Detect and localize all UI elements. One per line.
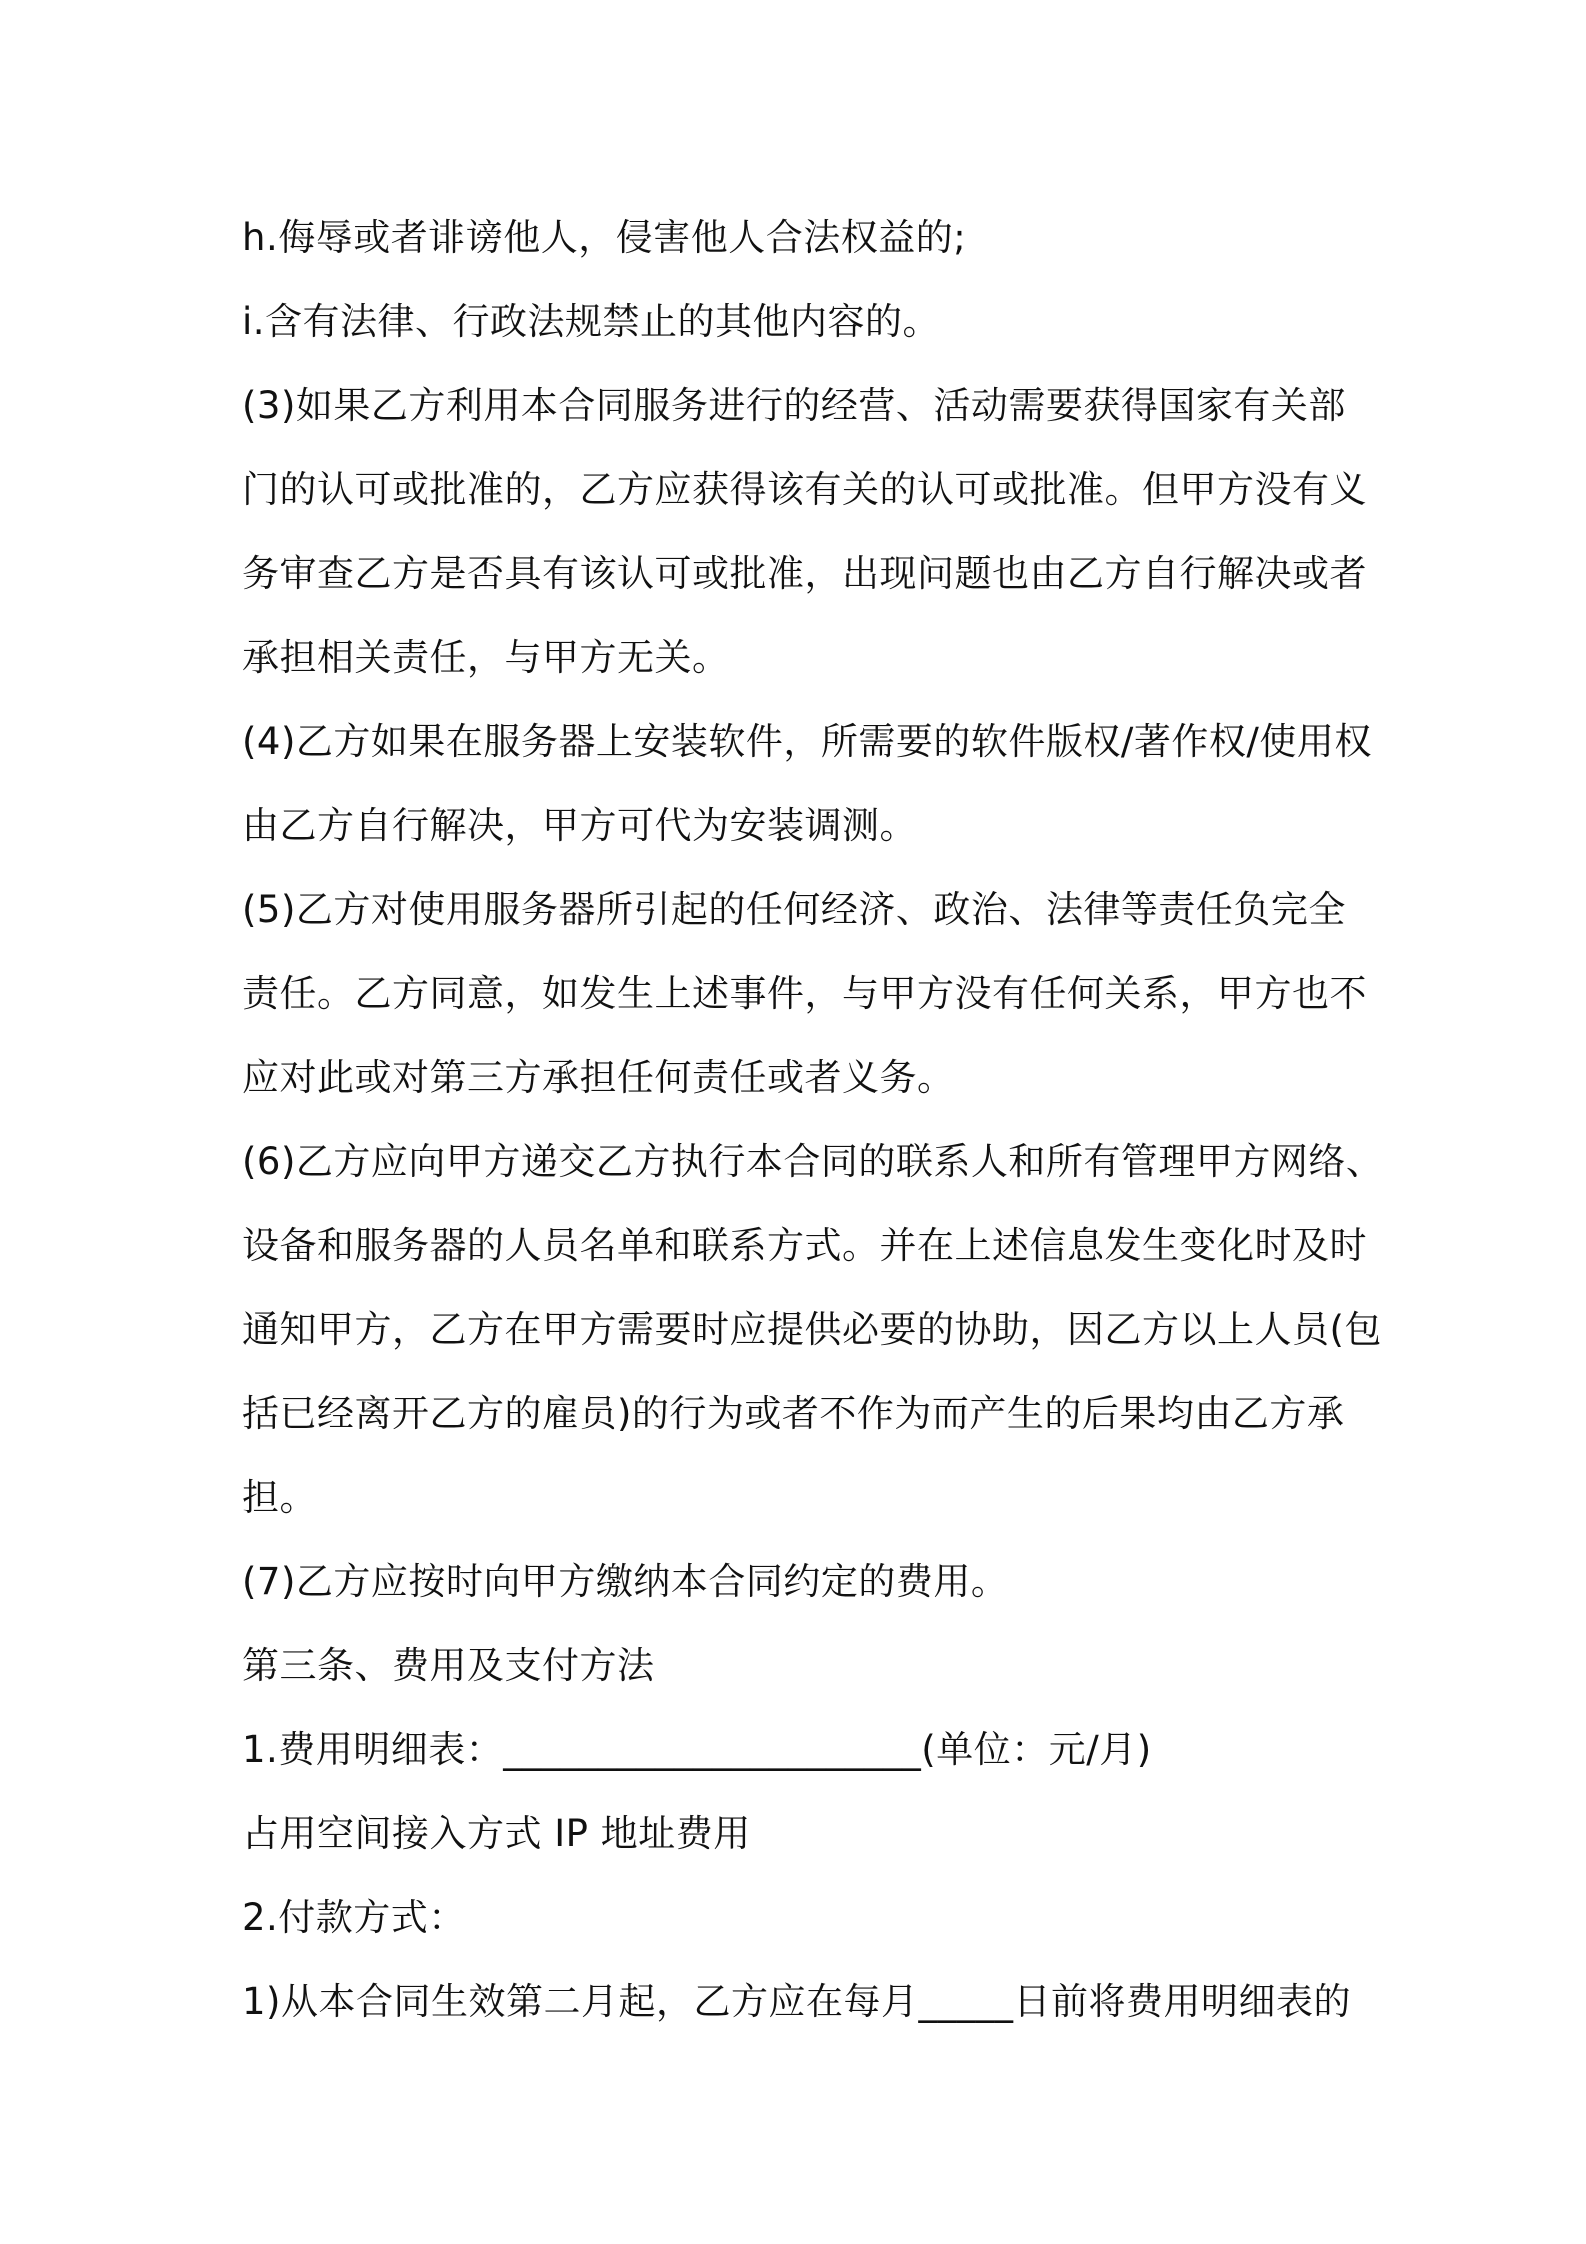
text-line: 设备和服务器的人员名单和联系方式。并在上述信息发生变化时及时 (242, 1224, 1367, 1267)
fee-schedule-line: 1.费用明细表：______________________(单位：元/月) (242, 1728, 1152, 1771)
text-line: 通知甲方，乙方在甲方需要时应提供必要的协助，因乙方以上人员(包 (242, 1308, 1382, 1351)
text-line: 括已经离开乙方的雇员)的行为或者不作为而产生的后果均由乙方承 (242, 1392, 1345, 1435)
text-line: h.侮辱或者诽谤他人，侵害他人合法权益的; (242, 216, 967, 259)
text-line: 由乙方自行解决，甲方可代为安装调测。 (242, 804, 917, 847)
text-line: 务审查乙方是否具有该认可或批准，出现问题也由乙方自行解决或者 (242, 552, 1367, 595)
text-line: 承担相关责任，与甲方无关。 (242, 636, 730, 679)
text-line: 应对此或对第三方承担任何责任或者义务。 (242, 1056, 955, 1099)
text-line: 1)从本合同生效第二月起，乙方应在每月_____日前将费用明细表的 (242, 1980, 1351, 2023)
text-line: 门的认可或批准的，乙方应获得该有关的认可或批准。但甲方没有义 (242, 468, 1367, 511)
section-heading: 第三条、费用及支付方法 (242, 1644, 655, 1687)
text-line: 担。 (242, 1476, 317, 1519)
fee-table-header-line: 占用空间接入方式 IP 地址费用 (242, 1812, 751, 1855)
text-line: (4)乙方如果在服务器上安装软件，所需要的软件版权/著作权/使用权 (242, 720, 1372, 763)
text-line: 责任。乙方同意，如发生上述事件，与甲方没有任何关系，甲方也不 (242, 972, 1367, 1015)
document-body (242, 196, 1384, 2044)
text-line: (6)乙方应向甲方递交乙方执行本合同的联系人和所有管理甲方网络、 (242, 1140, 1384, 1183)
text-line: (3)如果乙方利用本合同服务进行的经营、活动需要获得国家有关部 (242, 384, 1346, 427)
text-line: i.含有法律、行政法规禁止的其他内容的。 (242, 300, 941, 343)
payment-method-heading: 2.付款方式： (242, 1896, 466, 1939)
text-line: (5)乙方对使用服务器所引起的任何经济、政治、法律等责任负完全 (242, 888, 1346, 931)
text-line: (7)乙方应按时向甲方缴纳本合同约定的费用。 (242, 1560, 1009, 1603)
